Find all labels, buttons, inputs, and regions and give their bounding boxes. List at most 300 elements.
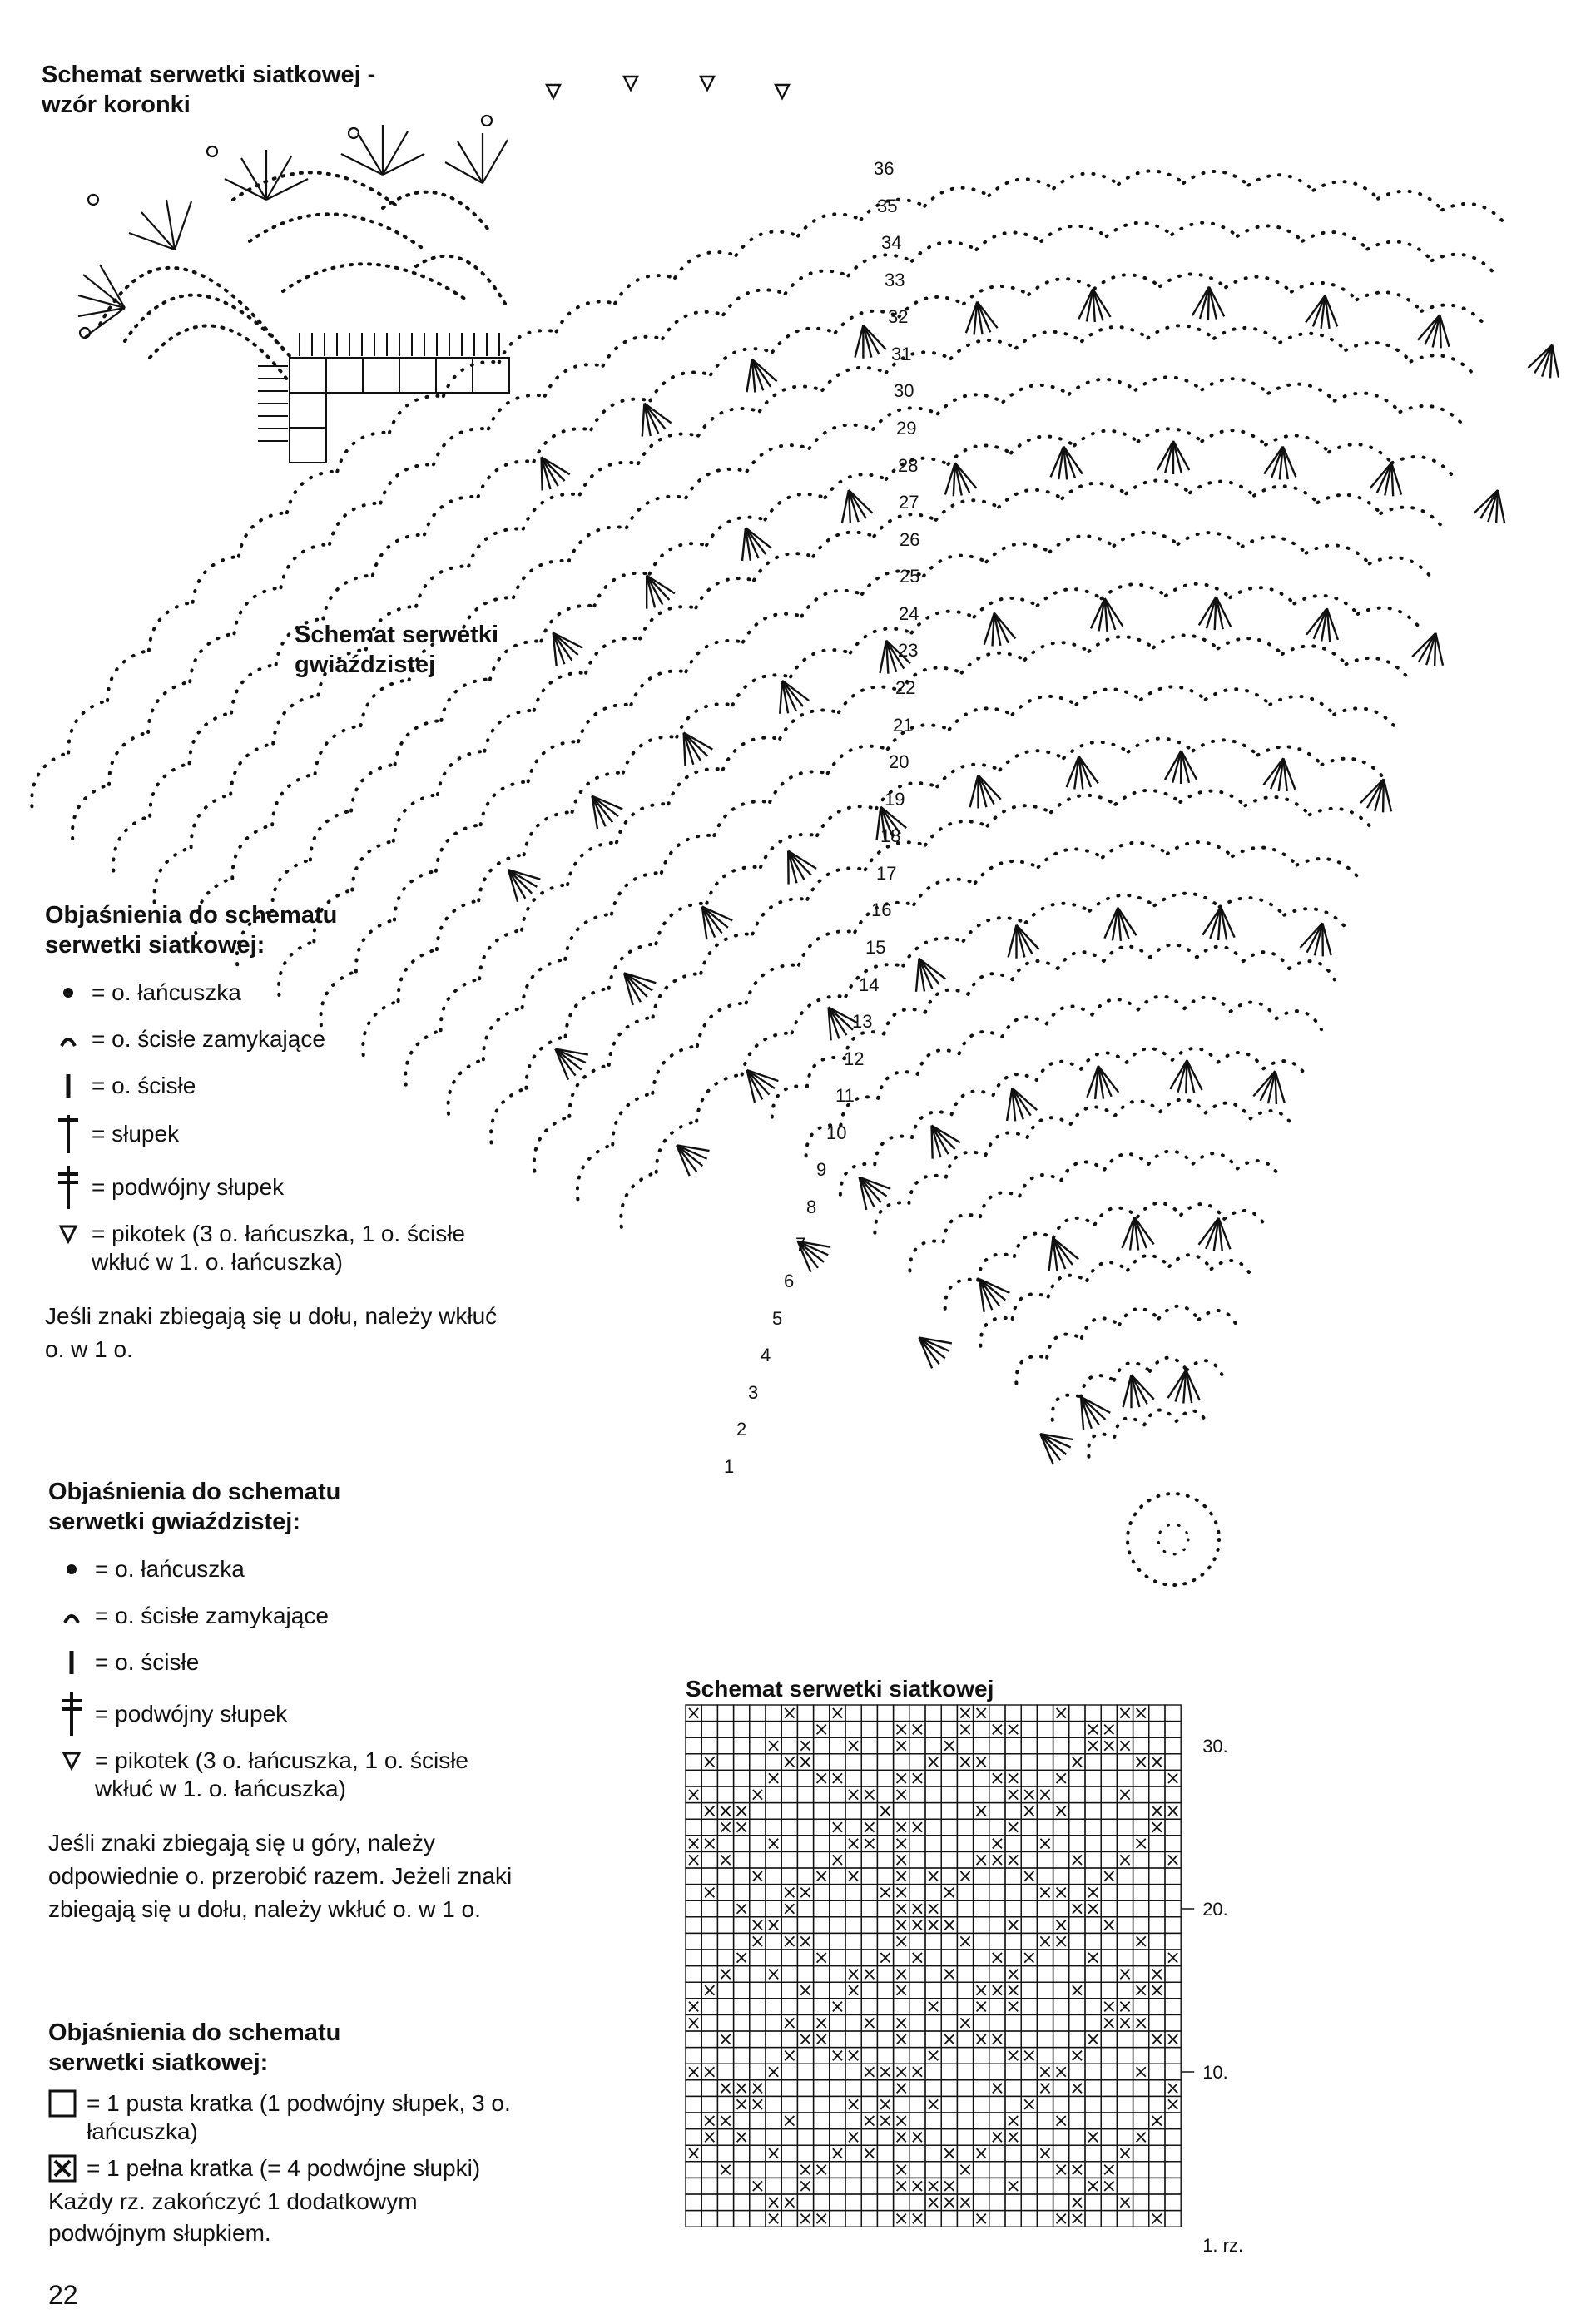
chain-arc: [190, 633, 234, 681]
chain-arc: [986, 544, 1049, 562]
grid-cell: [861, 1933, 877, 1950]
grid-cell: [830, 1982, 845, 1999]
chain-arc: [1177, 1411, 1208, 1427]
chain-arc: [1237, 1161, 1281, 1179]
chain-arc: [578, 705, 631, 741]
chain-arc: [361, 680, 409, 726]
grid-cell: [781, 2162, 797, 2178]
grid-cell: [957, 1851, 973, 1868]
chain-arc: [980, 1318, 1012, 1346]
grid-cell: [830, 2064, 845, 2080]
grid-cell: [701, 1950, 717, 1966]
grid-cell: [1053, 2031, 1069, 2048]
stitch-fan: [1170, 1060, 1202, 1093]
grid-cell: [797, 1966, 813, 1983]
grid-cell-filled-mark: [1024, 1806, 1033, 1816]
grid-cell: [830, 1966, 845, 1983]
grid-cell: [957, 2048, 973, 2064]
grid-cell: [877, 1966, 893, 1983]
grid-cell: [814, 1966, 830, 1983]
grid-cell: [1069, 1868, 1085, 1885]
chain-arc: [541, 606, 594, 642]
grid-cell-filled-mark: [737, 1822, 746, 1832]
grid-cell: [925, 1705, 941, 1722]
grid-cell: [1005, 1754, 1021, 1771]
grid-cell: [845, 2014, 861, 2031]
chain-arc: [577, 1145, 612, 1200]
chain-arc: [662, 312, 723, 339]
grid-cell: [1165, 2194, 1181, 2211]
chain-arc: [1153, 635, 1218, 648]
grid-cell: [845, 1722, 861, 1738]
grid-cell: [1149, 1917, 1165, 1934]
grid-cell: [877, 2162, 893, 2178]
grid-cell: [1069, 1722, 1085, 1738]
chain-arc: [1154, 894, 1219, 907]
grid-cell-filled-mark: [705, 1888, 714, 1898]
grid-cell-filled-mark: [1009, 1985, 1018, 1995]
grid-cell-filled-mark: [689, 2067, 698, 2077]
chain-arc: [1370, 557, 1432, 578]
chain-arc: [912, 242, 976, 261]
grid-cell: [1085, 2064, 1101, 2080]
grid-cell: [766, 2129, 781, 2146]
grid-cell: [861, 1900, 877, 1917]
legend-item-text: = pikotek (3 o. łańcuszka, 1 o. ścisłe wkłuć w 1. o. łańcuszka): [95, 1747, 468, 1801]
grid-cell: [686, 1754, 701, 1771]
grid-cell: [1069, 1917, 1085, 1934]
grid-cell-filled-mark: [849, 1970, 858, 1980]
grid-cell: [1165, 1786, 1181, 1803]
grid-cell: [957, 1900, 973, 1917]
grid-cell: [1021, 1836, 1037, 1852]
grid-cell: [814, 1836, 830, 1852]
grid-cell: [925, 1966, 941, 1983]
grid-cell: [989, 2162, 1005, 2178]
grid-cell: [861, 1770, 877, 1786]
grid-cell: [1101, 1819, 1117, 1836]
grid-cell-filled-mark: [1104, 2181, 1113, 2191]
chain-arc: [1071, 1107, 1115, 1124]
grid-cell: [1117, 1950, 1133, 1966]
grid-cell-filled-mark: [1057, 2067, 1066, 2077]
chain-arc: [711, 349, 772, 374]
grid-cell: [750, 2113, 766, 2129]
stitch-fan: [747, 359, 777, 393]
grid-cell: [686, 1819, 701, 1836]
grid-cell: [1101, 2031, 1117, 2048]
grid-cell: [686, 1868, 701, 1885]
grid-cell: [717, 1722, 733, 1738]
grid-cell: [1165, 1966, 1181, 1983]
grid-cell-filled-mark: [897, 2181, 906, 2191]
grid-cell: [814, 1737, 830, 1754]
grid-cell: [1133, 1851, 1149, 1868]
grid-cell: [941, 1705, 957, 1722]
legend-star-title: [48, 1477, 514, 1537]
chain-arc: [499, 330, 557, 362]
legend-lace-title: [45, 900, 511, 960]
grid-cell-filled-mark: [1024, 1790, 1033, 1800]
grid-cell: [909, 1803, 925, 1820]
grid-cell: [1005, 2194, 1021, 2211]
grid-cell: [957, 1999, 973, 2015]
grid-cell: [750, 2129, 766, 2146]
grid-cell: [1165, 1982, 1181, 1999]
grid-cell: [781, 2178, 797, 2194]
chain-arc: [909, 1176, 946, 1203]
grid-cell: [989, 1868, 1005, 1885]
grid-cell: [1037, 1705, 1053, 1722]
grid-cell: [701, 1737, 717, 1754]
grid-cell-filled-mark: [1120, 1790, 1129, 1800]
grid-cell: [974, 1770, 989, 1786]
chain-arc: [1093, 999, 1138, 1014]
chain-arc: [330, 503, 380, 544]
chain-arc: [438, 751, 484, 795]
grid-cell-filled-mark: [705, 2067, 714, 2077]
chain-arc: [1047, 1006, 1093, 1023]
legend-item-text: = o. ścisłe zamykające: [92, 1026, 325, 1052]
grid-cell: [734, 1868, 750, 1885]
grid-cell: [1149, 1851, 1165, 1868]
grid-cell: [686, 1950, 701, 1966]
grid-cell-filled-mark: [849, 1839, 858, 1849]
grid-cell: [925, 2031, 941, 2048]
chain-arc: [944, 1215, 980, 1241]
chain-arc: [1063, 742, 1128, 758]
grid-cell-filled-mark: [769, 1839, 778, 1849]
grid-cell: [894, 2145, 909, 2162]
grid-cell-filled-mark: [769, 2067, 778, 2077]
grid-cell-filled-mark: [865, 1970, 874, 1980]
chain-arc: [109, 732, 148, 785]
grid-cell: [877, 2080, 893, 2097]
chain-arc: [523, 494, 580, 529]
grid-cell: [1117, 2031, 1133, 2048]
grid-cell-filled-mark: [897, 2214, 906, 2224]
grid-cell: [797, 2014, 813, 2031]
grid-cell-filled-mark: [880, 2116, 890, 2126]
legend-item-text: = o. łańcuszka: [92, 979, 241, 1005]
grid-cell: [845, 1950, 861, 1966]
grid-cell: [1069, 2014, 1085, 2031]
legend-star-title-line1: Objaśnienia do schematu: [48, 1479, 341, 1505]
chain-arc: [1432, 255, 1496, 275]
grid-cell: [686, 2031, 701, 2048]
chain-arc: [1026, 904, 1090, 923]
grid-cell: [750, 2211, 766, 2227]
grid-cell: [957, 1770, 973, 1786]
grid-cell-filled-mark: [1104, 2018, 1113, 2028]
chain-arc: [988, 805, 1051, 825]
grid-cell: [797, 2194, 813, 2211]
legend-item: [45, 1072, 511, 1100]
grid-cell: [877, 1770, 893, 1786]
grid-cell: [1005, 1737, 1021, 1754]
chain-arc: [1318, 495, 1381, 513]
grid-cell: [877, 1737, 893, 1754]
chain-arc: [1306, 545, 1370, 563]
grid-cell: [1021, 1851, 1037, 1868]
grid-cell: [781, 2129, 797, 2146]
grid-cell: [1069, 1999, 1085, 2015]
stitch-line: [1187, 1060, 1194, 1093]
grid-cell: [750, 1705, 766, 1722]
chain-arc: [1378, 191, 1442, 211]
stitch-fan: [555, 1049, 587, 1080]
chain-arc: [1160, 274, 1226, 287]
grid-cell-filled-mark: [880, 1888, 890, 1898]
grid-cell: [1069, 2096, 1085, 2113]
grid-cell-filled-mark: [1024, 2051, 1033, 2061]
grid-cell: [1149, 2048, 1165, 2064]
grid-cell: [701, 1705, 717, 1722]
grid-cell-filled-mark: [769, 1920, 778, 1930]
grid-cell: [1133, 2096, 1149, 2113]
star-schema-title-line1: Schemat serwetki: [295, 622, 499, 648]
grid-cell-filled-mark: [993, 2133, 1002, 2143]
grid-cell: [957, 2129, 973, 2146]
chain-arc: [1314, 181, 1379, 199]
grid-cell: [1165, 1754, 1181, 1771]
chain-arc: [772, 329, 835, 353]
grid-cell: [781, 2080, 797, 2097]
grid-cell: [734, 2211, 750, 2227]
chain-arc: [1206, 1103, 1251, 1119]
grid-cell-filled-mark: [785, 1888, 794, 1898]
round-number: 9: [816, 1159, 827, 1180]
grid-cell: [814, 2145, 830, 2162]
grid-cell: [1165, 2113, 1181, 2129]
chain-arc: [1193, 740, 1258, 755]
grid-cell: [1149, 2080, 1165, 2097]
stitch-line: [1181, 751, 1189, 783]
grid-cell-filled-mark: [929, 2181, 938, 2191]
grid-cell: [1085, 1819, 1101, 1836]
grid-cell: [1085, 1803, 1101, 1820]
grid-cell: [989, 1786, 1005, 1803]
grid-cell: [830, 2178, 845, 2194]
grid-cell-filled-mark: [897, 1822, 906, 1832]
chain-arc: [191, 795, 231, 848]
grid-cell-filled-mark: [689, 2002, 698, 2012]
grid-cell: [1149, 2014, 1165, 2031]
grid-cell: [877, 1851, 893, 1868]
grid-cell: [830, 1754, 845, 1771]
grid-cell: [1149, 1933, 1165, 1950]
filet-grid-chart: [682, 1702, 1348, 2257]
grid-cell: [1117, 1868, 1133, 1885]
chain-arc: [272, 774, 315, 825]
grid-cell: [1117, 2096, 1133, 2113]
grid-cell: [974, 2113, 989, 2129]
grid-cell: [734, 1836, 750, 1852]
grid-cell: [941, 1982, 957, 1999]
grid-cell: [1101, 2211, 1117, 2227]
grid-cell-filled-mark: [737, 2099, 746, 2109]
chain-arc: [1220, 898, 1285, 915]
chain-arc: [1102, 584, 1166, 598]
grid-cell: [1133, 2194, 1149, 2211]
chain-arc: [962, 653, 1025, 673]
grid-cell: [701, 1770, 717, 1786]
grid-cell: [989, 1705, 1005, 1722]
grid-cell: [1005, 2031, 1021, 2048]
grid-cell: [989, 2048, 1005, 2064]
chain-arc: [1335, 394, 1400, 413]
grid-cell: [717, 2096, 733, 2113]
grid-cell: [717, 1950, 733, 1966]
grid-cell: [877, 1933, 893, 1950]
grid-cell-filled-mark: [800, 1888, 810, 1898]
grid-cell: [717, 1982, 733, 1999]
chain-arc: [951, 340, 1016, 359]
grid-cell: [830, 2014, 845, 2031]
grid-cell: [1085, 2194, 1101, 2211]
grid-cell: [1069, 1885, 1085, 1901]
grid-cell: [941, 2096, 957, 2113]
legend-grid-title-line1: Objaśnienia do schematu: [48, 2019, 341, 2046]
grid-cell-filled-mark: [1009, 1725, 1018, 1735]
grid-cell: [1133, 1950, 1149, 1966]
grid-cell: [957, 2064, 973, 2080]
grid-cell: [701, 2096, 717, 2113]
chain-arc: [918, 1050, 959, 1074]
grid-cell: [1117, 1933, 1133, 1950]
stitch-fan: [508, 870, 540, 901]
grid-cell: [845, 2064, 861, 2080]
grid-cell: [1165, 1705, 1181, 1722]
center-ring: [1128, 1494, 1219, 1585]
chain-arc: [697, 1003, 746, 1046]
grid-cell: [717, 2129, 733, 2146]
grid-cell: [1101, 2064, 1117, 2080]
chain-arc: [627, 497, 686, 528]
chain-arc: [1041, 226, 1106, 241]
grid-cell: [766, 2162, 781, 2178]
grid-cell: [781, 1819, 797, 1836]
grid-cell-filled-mark: [1009, 1920, 1018, 1930]
grid-cell-filled-mark: [960, 1871, 969, 1881]
grid-cell: [734, 1737, 750, 1754]
stitch-fan: [1418, 315, 1450, 348]
chain-arc: [592, 399, 651, 430]
grid-cell: [1101, 2145, 1117, 2162]
chain-arc: [772, 1086, 807, 1117]
grid-cell: [877, 2211, 893, 2227]
grid-cell-filled-mark: [1104, 1725, 1113, 1735]
grid-cell: [941, 1999, 957, 2015]
stitch-line: [842, 490, 849, 523]
chain-arc: [460, 597, 513, 637]
grid-cell-filled-mark: [1009, 1970, 1018, 1980]
chain-arc: [1081, 1053, 1127, 1068]
grid-cell: [1085, 1836, 1101, 1852]
round-number: 12: [844, 1048, 865, 1069]
grid-cell-filled-mark: [929, 1920, 938, 1930]
grid-cell-filled-mark: [737, 1806, 746, 1816]
grid-cell: [974, 2080, 989, 2097]
stitch-line: [1181, 751, 1197, 780]
grid-cell: [909, 2113, 925, 2129]
empty-square-icon: [48, 2089, 87, 2118]
round-number: 3: [748, 1382, 759, 1403]
grid-cell: [781, 1982, 797, 1999]
chain-arc: [1128, 739, 1193, 752]
grid-cell: [989, 2211, 1005, 2227]
chain-arc: [557, 301, 616, 331]
grid-cell: [766, 1786, 781, 1803]
grid-cell: [686, 2178, 701, 2194]
legend-grid-note: Każdy rz. zakończyć 1 dodatkowym podwójnym słupkiem.: [48, 2188, 418, 2246]
grid-cell: [1117, 1982, 1133, 1999]
chain-arc: [1019, 1175, 1061, 1196]
grid-cell: [941, 2064, 957, 2080]
grid-cell: [1133, 1737, 1149, 1754]
grid-cell: [717, 1900, 733, 1917]
grid-cell: [941, 1786, 957, 1803]
stitch-line: [1009, 925, 1017, 958]
grid-cell: [1053, 2096, 1069, 2113]
grid-cell: [989, 1917, 1005, 1934]
chain-arc: [1214, 328, 1280, 343]
grid-cell-filled-mark: [865, 2067, 874, 2077]
chain-arc: [822, 368, 886, 390]
grid-cell-filled-mark: [1120, 1855, 1129, 1865]
grid-cell-filled-mark: [944, 2034, 954, 2044]
grid-cell: [781, 1851, 797, 1868]
stitch-line: [970, 775, 979, 807]
grid-cell-filled-mark: [1009, 1855, 1018, 1865]
chain-arc: [1050, 536, 1114, 552]
grid-cell-filled-mark: [1088, 1904, 1098, 1914]
grid-cell: [909, 2031, 925, 2048]
grid-cell: [1037, 2113, 1053, 2129]
chain-arc: [323, 575, 373, 618]
stitch-line: [1157, 441, 1173, 470]
grid-cell-filled-mark: [993, 1985, 1002, 1995]
grid-cell-filled-mark: [817, 2034, 826, 2044]
grid-cell-filled-mark: [897, 1790, 906, 1800]
grid-cell: [1165, 1868, 1181, 1885]
chain-arc: [1107, 223, 1172, 236]
chain-arc: [524, 812, 572, 855]
grid-cell: [830, 2162, 845, 2178]
arc-icon: [48, 1602, 95, 1630]
grid-cell: [717, 1917, 733, 1934]
grid-cell-filled-mark: [897, 1871, 906, 1881]
grid-cell: [734, 1999, 750, 2015]
grid-cell: [1069, 2113, 1085, 2129]
legend-item-text: = podwójny słupek: [92, 1174, 285, 1200]
grid-cell: [1021, 1737, 1037, 1754]
grid-cell-filled-mark: [785, 1708, 794, 1718]
chain-arc: [677, 704, 732, 737]
grid-cell: [941, 2129, 957, 2146]
grid-cell: [974, 2064, 989, 2080]
grid-cell: [1117, 2064, 1133, 2080]
grid-cell: [814, 2129, 830, 2146]
grid-cell-filled-mark: [897, 2133, 906, 2143]
grid-cell: [781, 2031, 797, 2048]
grid-cell: [1117, 1900, 1133, 1917]
grid-cell: [861, 1885, 877, 1901]
stitch-fan: [916, 959, 945, 992]
grid-cell-filled-mark: [1057, 2116, 1066, 2126]
chain-arc: [631, 671, 686, 705]
chain-arc: [817, 806, 876, 835]
